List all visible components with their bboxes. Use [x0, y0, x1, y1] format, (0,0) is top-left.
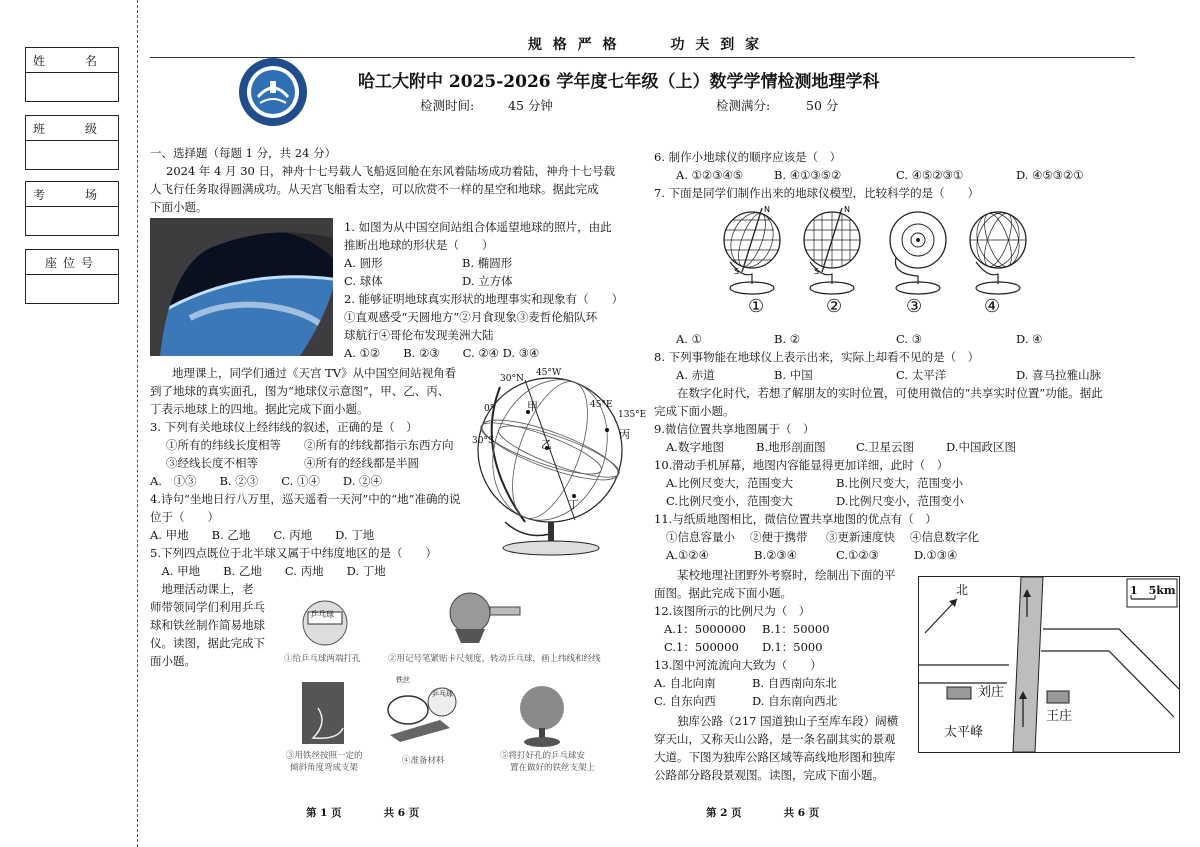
intro-paragraph-2-line-3: 丁表示地球上的四地。据此完成下面小题。: [150, 402, 369, 416]
intro-paragraph-5-line-2: 面图。据此完成下面小题。: [654, 586, 792, 600]
question-4-line-1: 4.诗句“坐地日行八万里，巡天遥看一天河”中的“地”准确的说: [150, 492, 461, 506]
q12-option-d: D.1：5000: [762, 640, 823, 654]
time-label: 检测时间:: [420, 98, 475, 113]
motto: 规 格 严 格 功 夫 到 家: [527, 37, 763, 53]
q11-item-3: ③更新速度快: [826, 530, 895, 544]
q8-option-c: C. 太平洋: [896, 368, 947, 382]
step-3-caption-line-1: ③用铁丝按照一定的: [286, 751, 363, 761]
step-5-picture: [512, 680, 572, 750]
q11-option-d: D.①③④: [914, 548, 958, 562]
q6-option-d: D. ④⑤③②①: [1016, 168, 1084, 182]
q9-option-a: A.数字地图: [666, 440, 724, 454]
q8-option-d: D. 喜马拉雅山脉: [1016, 368, 1102, 382]
step-5-caption-line-1: ⑤将打好孔的乒乓球安: [500, 751, 586, 761]
model-number-3: ③: [906, 296, 923, 317]
q7-option-d: D. ④: [1016, 332, 1043, 346]
q8-option-b: B. 中国: [774, 368, 813, 382]
globe-label-135e: 135°E: [618, 410, 647, 420]
q4-options: A. 甲地 B. 乙地 C. 丙地 D. 丁地: [150, 528, 375, 542]
question-13: 13.图中河流流向大致为（ ）: [654, 658, 822, 672]
q11-item-1: ①信息容量小: [666, 530, 735, 544]
intro-paragraph-4-line-2: 完成下面小题。: [654, 404, 735, 418]
class-info-box: [25, 115, 119, 170]
globe-label-45w: 45°W: [536, 368, 562, 378]
intro-paragraph-2-line-2: 到了地球的真实面孔，图为“地球仪示意图”，甲、乙、丙、: [150, 384, 450, 398]
step-5-caption-line-2: 置在做好的铁丝支架上: [510, 763, 596, 773]
intro-paragraph-1-line-3: 下面小题。: [150, 200, 208, 214]
globe-label-45e: 45°E: [590, 400, 613, 410]
seat-info-box: [25, 249, 119, 304]
svg-text:S: S: [734, 267, 740, 276]
model-number-1: ①: [748, 296, 765, 317]
step-2-picture: [445, 585, 525, 645]
svg-text:N: N: [844, 205, 850, 214]
intro-paragraph-4-line-1: 在数字化时代，若想了解朋友的实时位置，可使用微信的“共享实时位置”功能。据此: [654, 386, 1103, 400]
q11-item-4: ④信息数字化: [910, 530, 979, 544]
intro-paragraph-3-line-3: 球和铁丝制作简易地球: [150, 618, 265, 632]
question-7: 7. 下面是同学们制作出来的地球仪模型，比较科学的是（ ）: [654, 186, 980, 200]
page-1-footer: 第 1 页 共 6 页: [306, 807, 420, 819]
q13-option-b: B. 自西南向东北: [752, 676, 837, 690]
intro-paragraph-3-line-5: 面小题。: [150, 654, 196, 668]
globe-model-1: [712, 204, 788, 300]
q2-options: A. ①② B. ②③ C. ②④ D. ③④: [344, 346, 540, 360]
question-1-line-1: 1. 如图为从中国空间站组合体遥望地球的照片，由此: [344, 220, 612, 234]
model-number-2: ②: [826, 296, 843, 317]
student-info-box: [25, 47, 119, 102]
class-label: 班 级: [32, 122, 111, 136]
q10-option-a: A.比例尺变大，范围变大: [666, 476, 793, 490]
question-3: 3. 下列有关地球仪上经纬线的叙述，正确的是（ ）: [150, 420, 418, 434]
q1-option-b: B. 椭圆形: [462, 256, 513, 270]
intro-paragraph-5-line-1: 某校地理社团野外考察时，绘制出下面的平: [654, 568, 896, 582]
step-1-picture: [300, 598, 350, 648]
globe-label-ding: 丁: [568, 498, 579, 511]
q1-option-a: A. 圆形: [344, 256, 383, 270]
seat-label: 座位号: [44, 256, 99, 270]
q1-option-d: D. 立方体: [462, 274, 513, 288]
q6-option-a: A. ①②③④⑤: [676, 168, 744, 182]
globe-label-30s: 30°S: [472, 436, 495, 446]
step-3-picture: [298, 678, 348, 748]
q3-item-2: ②所有的纬线都指示东西方向: [304, 438, 454, 452]
globe-model-2: [792, 204, 868, 300]
room-label: 考 场: [32, 188, 111, 202]
step-2-caption: ②用记号笔紧贴卡尺刻度，转动乒乓球，画上纬线和经线: [388, 654, 601, 664]
exam-title: 哈工大附中 2025-2026 学年度七年级（上）数学学情检测地理学科: [358, 72, 880, 92]
intro-paragraph-1-line-1: 2024 年 4 月 30 日，神舟十七号载人飞船返回舱在东风着陆场成功着陆，神舟十七号载: [166, 164, 615, 178]
step-1-caption: ①给乒乓球两端打孔: [284, 654, 361, 664]
question-12: 12.该图所示的比例尺为（ ）: [654, 604, 811, 618]
intro-paragraph-6-line-2: 穿天山，又称天山公路，是一条名副其实的景观: [654, 732, 896, 746]
step-3-caption-line-2: 倾斜角度弯成支架: [290, 763, 359, 773]
intro-paragraph-2-line-1: 地理课上，同学们通过《天宫 TV》从中国空间站视角看: [172, 366, 457, 380]
q6-option-c: C. ④⑤②③①: [896, 168, 964, 182]
q10-option-c: C.比例尺变小，范围变大: [666, 494, 794, 508]
step-4-pingpong-label: 乒乓球: [432, 690, 453, 698]
globe-label-0: 0°: [484, 404, 495, 414]
question-8: 8. 下列事物能在地球仪上表示出来，实际上却看不见的是（ ）: [654, 350, 980, 364]
question-10: 10.滑动手机屏幕，地图内容能显得更加详细，此时（ ）: [654, 458, 949, 472]
q7-option-b: B. ②: [774, 332, 801, 346]
q5-options: A. 甲地 B. 乙地 C. 丙地 D. 丁地: [150, 564, 386, 578]
globe-label-bing: 丙: [619, 428, 630, 441]
question-2-line-2: ①直观感受“天圆地方”②月食现象③麦哲伦船队环: [344, 310, 598, 324]
q7-option-a: A. ①: [676, 332, 702, 346]
score-label: 检测满分:: [716, 98, 771, 113]
q12-option-c: C.1：500000: [664, 640, 739, 654]
name-label: 姓 名: [32, 54, 111, 68]
svg-text:S: S: [814, 267, 820, 276]
intro-paragraph-3-line-4: 仪。读图，据此完成下: [150, 636, 265, 650]
earth-from-station-photo: [150, 218, 333, 356]
intro-paragraph-6-line-4: 公路部分路段景观图。读图，完成下面小题。: [654, 768, 884, 782]
q3-item-3: ③经线长度不相等: [166, 456, 258, 470]
intro-paragraph-6-line-1: 独库公路（217 国道独山子至库车段）阔横: [654, 714, 899, 728]
q7-option-c: C. ③: [896, 332, 923, 346]
question-6: 6. 制作小地球仪的顺序应该是（ ）: [654, 150, 842, 164]
page-2-footer: 第 2 页 共 6 页: [706, 807, 820, 819]
step-4-wire-label: 铁丝: [396, 676, 410, 684]
q1-option-c: C. 球体: [344, 274, 383, 288]
q11-option-c: C.①②③: [836, 548, 879, 562]
question-5: 5.下列四点既位于北半球又属于中纬度地区的是（ ）: [150, 546, 437, 560]
question-4-line-2: 位于（ ）: [150, 510, 219, 524]
map-liuzhuang-label: 刘庄: [978, 685, 1005, 700]
q9-option-c: C.卫星云图: [856, 440, 915, 454]
q11-item-2: ②便于携带: [750, 530, 808, 544]
q13-option-a: A. 自北向南: [654, 676, 716, 690]
question-2-line-1: 2. 能够证明地球真实形状的地理事实和现象有（ ）: [344, 292, 624, 306]
svg-text:N: N: [764, 205, 770, 214]
question-9: 9.微信位置共享地图属于（ ）: [654, 422, 815, 436]
step-1-pingpong-label: 乒乓球: [310, 610, 334, 619]
time-value: 45 分钟: [508, 98, 553, 113]
globe-model-3: [880, 204, 956, 300]
globe-diagram: [470, 362, 640, 562]
score-value: 50 分: [806, 98, 839, 113]
q3-item-4: ④所有的经线都是半圆: [304, 456, 419, 470]
q9-option-d: D.中国政区图: [946, 440, 1016, 454]
intro-paragraph-3-line-1: 地理活动课上，老: [150, 582, 254, 596]
q9-option-b: B.地形剖面图: [756, 440, 826, 454]
intro-paragraph-6-line-3: 大道。下图为独库公路区域等高线地形图和独库: [654, 750, 896, 764]
globe-label-30n: 30°N: [500, 374, 524, 384]
globe-model-4: [958, 204, 1034, 300]
q6-option-b: B. ④①③⑤②: [774, 168, 842, 182]
q13-option-c: C. 自东向西: [654, 694, 716, 708]
q10-option-d: D.比例尺变小，范围变小: [836, 494, 964, 508]
question-11: 11.与纸质地图相比，微信位置共享地图的优点有（ ）: [654, 512, 937, 526]
map-taipingfeng-label: 太平峰: [944, 725, 984, 740]
q3-options: A. ①③ B. ②③ C. ①④ D. ②④: [150, 474, 383, 488]
map-wangzhuang-label: 王庄: [1046, 709, 1073, 724]
binding-line: [137, 0, 138, 847]
q11-option-a: A.①②④: [666, 548, 709, 562]
q10-option-b: B.比例尺变大，范围变小: [836, 476, 964, 490]
map-scale-label: 1 5km: [1130, 584, 1176, 597]
room-info-box: [25, 181, 119, 236]
step-4-caption: ④准备材料: [402, 756, 445, 766]
globe-label-yi: 乙: [541, 438, 552, 451]
section-heading: 一、选择题（每题 1 分，共 24 分）: [150, 146, 337, 160]
intro-paragraph-3-line-2: 师带领同学们利用乒乓: [150, 600, 265, 614]
q11-option-b: B.②③④: [754, 548, 798, 562]
intro-paragraph-1-line-2: 人飞行任务取得圆满成功。从天宫飞船看太空，可以欣赏不一样的星空和地球。据此完成: [150, 182, 599, 196]
map-north-label: 北: [956, 583, 969, 597]
q12-option-a: A.1：5000000: [664, 622, 746, 636]
model-number-4: ④: [984, 296, 1001, 317]
q3-item-1: ①所有的纬线长度相等: [166, 438, 281, 452]
q8-option-a: A. 赤道: [676, 368, 715, 382]
globe-label-jia: 甲: [527, 400, 538, 413]
question-2-line-3: 球航行④哥伦布发现美洲大陆: [344, 328, 494, 342]
school-logo: [238, 57, 308, 127]
question-1-line-2: 推断出地球的形状是（ ）: [344, 238, 494, 252]
q13-option-d: D. 自东南向西北: [752, 694, 838, 708]
q12-option-b: B.1：50000: [762, 622, 830, 636]
